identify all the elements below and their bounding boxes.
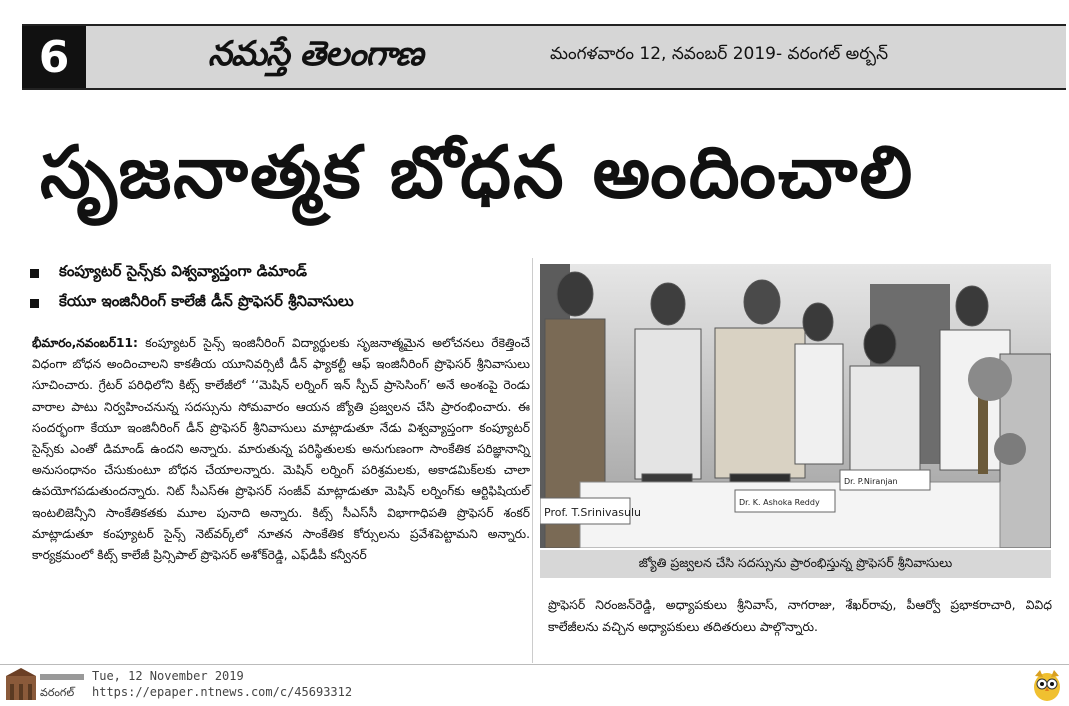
article-text: కంప్యూటర్ సైన్స్ ఇంజినీరింగ్ విద్యార్థులకు సృజనాత్మమైన అలోచనలు రేకెత్తించే విధంగా బోధన అందించాలని కాకతీయ యూనివర్సిటీ డీన్ ఫ్యాకల్టీ ఆఫ్ ఇంజినీరింగ్ ప్రొఫెసర్ శ్రీనివాసులు సూచించారు. గ్రేటర్ పరిధిలోని కిట్స్ కాలేజీలో ‘‘మెషిన్ లర్నింగ్ ఇన్ స్పీచ్ ప్రాసెసింగ్’ అనే అంశంపై రెండు వారాల పాటు నిర్వహించనున్న సదస్సును సోమవారం ఆయన జ్యోతి ప్రజ్వలన చేసి ప్రారంభించారు. ఈ సందర్భంగా కేయూ ఇంజినీరింగ్ డీన్ ప్రొఫెసర్ శ్రీనివాసులు మాట్లాడుతూ నేడు విశ్వవ్యాప్తంగా కంప్యూటర్ సైన్స్‌కు ఎంతో డిమాండ్ ఉందని అన్నారు. మారుతున్న పరిస్థితులకు అనుగుణంగా సాంకేతిక పరిజ్ఞానాన్ని అనుసంధానం చేసుకుంటూ బోధన చేయాలన్నారు. మెషిన్ లర్నింగ్ పరిశ్రమలకు, అకాడమిక్‌లకు చాలా ఉపయోగపడుతుందన్నారు. నిట్ సీఎస్‌ఈ ప్రొఫెసర్ సంజీవ్ మాట్లాడుతూ మెషిన్ లర్నింగ్‌కు ఆర్టిఫిషియల్ ఇంటలిజెన్సీని సాంకేతికతకు మూల పునాది అన్నారు. కిట్స్ సీఎస్‌సీ విభాగాధిపతి ప్రొఫెసర్ శంకర్ మాట్లాడుతూ కంప్యూటర్ సైన్స్ నెట్‌వర్క్‌లో నూతన సాంకేతిక కోర్సులను ప్రవేశపెట్టామని అన్నారు. కార్యక్రమంలో కిట్స్ కాలేజీ ప్రిన్సిపాల్ ప్రొఫెసర్ అశోక్‌రెడ్డి, ఎఫ్‌డీపీ కన్వీనర్: [32, 336, 530, 563]
column-divider: [532, 258, 533, 663]
footer-logo-text: వరంగల్: [40, 686, 75, 699]
footer-info: [92, 668, 352, 700]
main-headline: సృజనాత్మక బోధన అందించాలి: [40, 130, 915, 214]
square-bullet-icon: [30, 299, 39, 308]
article-paragraph: [32, 333, 530, 566]
page-number: 6: [22, 26, 86, 88]
square-bullet-icon: [30, 269, 39, 278]
name-plate-ashoka-reddy: Dr. K. Ashoka Reddy: [739, 498, 820, 507]
masthead: [22, 24, 1066, 90]
highlight-text: కంప్యూటర్ సైన్స్‌కు విశ్వవ్యాప్తంగా డిమాండ్: [59, 262, 307, 280]
footer-date: Tue, 12 November 2019: [92, 669, 244, 683]
highlight-bullet: [30, 288, 530, 318]
article-continuation: ప్రొఫెసర్ నిరంజన్‌రెడ్డి, అధ్యాపకులు శ్రీనివాస్, నాగరాజు, శేఖర్‌రావు, పీఆర్వో ప్రభాకరాచారి, వివిధ కాలేజీలను వచ్చిన అధ్యాపకులు తదితరులు పాల్గొన్నారు.: [548, 597, 1052, 634]
owl-mascot-icon: [1032, 668, 1062, 702]
event-photo-illustration: [540, 264, 1051, 548]
edition-dateline: మంగళవారం 12, నవంబర్ 2019- వరంగల్ అర్బన్: [550, 44, 889, 64]
ntnews-warangal-logo: [6, 668, 86, 702]
photo-caption: జ్యోతి ప్రజ్వలన చేసి సదస్సును ప్రారంభిస్తున్న ప్రొఫెసర్ శ్రీనివాసులు: [540, 550, 1051, 578]
highlight-bullet: [30, 258, 530, 288]
footer-url[interactable]: https://epaper.ntnews.com/c/45693312: [92, 685, 353, 699]
news-photo: [540, 264, 1051, 548]
name-plate-srinivasulu: Prof. T.Srinivasulu: [544, 506, 641, 519]
newspaper-title: నమస్తే తెలంగాణ: [208, 34, 423, 74]
footer-divider: [0, 664, 1069, 665]
highlight-text: కేయూ ఇంజినీరింగ్ కాలేజీ డీన్ ప్రొఫెసర్ శ్రీనివాసులు: [59, 292, 354, 310]
highlight-bullets: [30, 258, 530, 318]
article-body: [32, 333, 530, 566]
article-dateline: భీమారం,నవంబర్11:: [32, 336, 138, 350]
name-plate-niranjan: Dr. P.Niranjan: [844, 477, 898, 486]
